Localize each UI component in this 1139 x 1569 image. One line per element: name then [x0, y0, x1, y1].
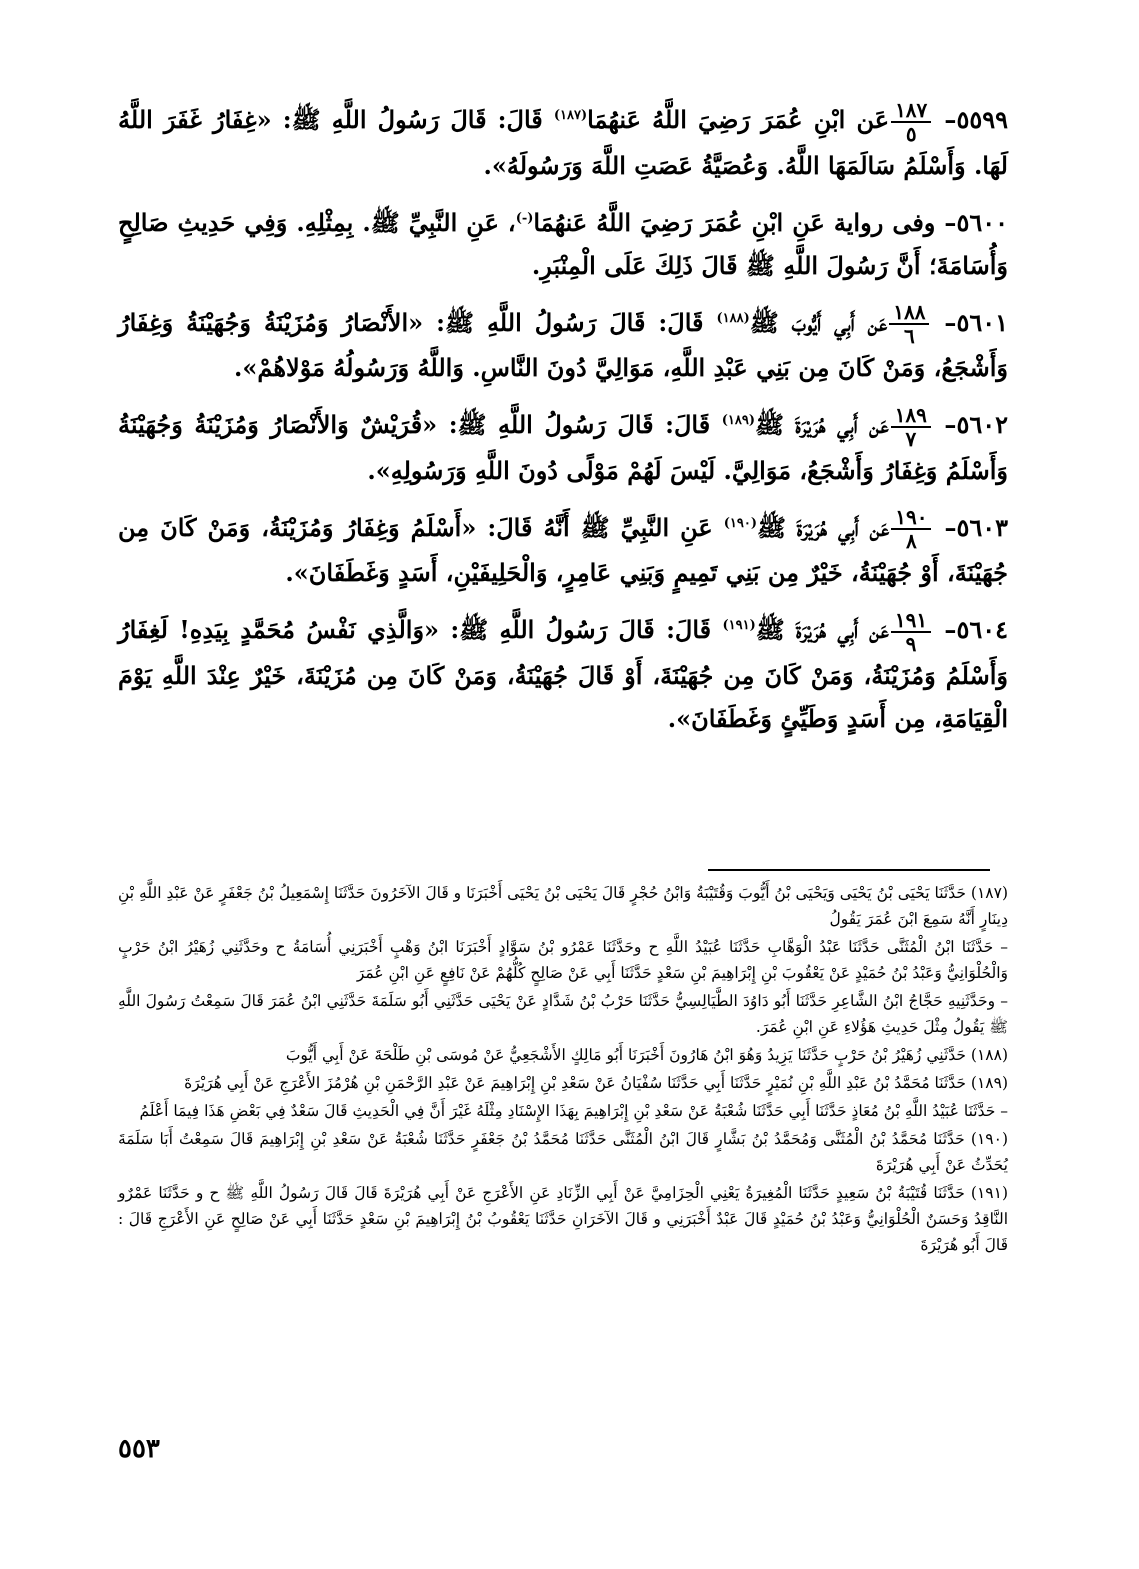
hadith-number: ٥٦٠٤: [956, 615, 1008, 644]
hadith-number: ٥٦٠١: [956, 307, 1008, 337]
footnote-188: (١٨٨) حَدَّثَنِي زُهَيْرُ بْنُ حَرْبٍ حَدَّثَنَا يَزِيدُ وَهُوَ ابْنُ هَارُونَ أَخْبَرَنَا أَبُو مَالِكٍ الأَشْجَعِيُّ عَنْ مُوسَى بْنِ طَلْحَةَ عَنْ أَبِي أَيُّوبَ: [285, 1046, 1008, 1064]
hadith-text: عَن أَبِي أَيُّوبَ ﷺ: [749, 307, 888, 337]
fraction-denominator: ٥: [905, 121, 917, 146]
hadith-number: ٥٦٠٢: [956, 410, 1008, 439]
hadith-text: قَالَ: قَالَ رَسُولُ اللَّهِ ﷺ: «قُرَيْشٌ وَالأَنْصَارُ وَمُزَيْنَةُ وَجُهَيْنَةُ وَأَسْلَمُ وَغِفَارُ وَأَشْجَعُ، مَوَالِيَّ. لَيْسَ لَهُمْ مَوْلًى دُونَ اللَّهِ وَرَسُولِهِ».: [118, 410, 1008, 485]
footnote-189-chain-2: – حَدَّثَنَا عُبَيْدُ اللَّهِ بْنُ مُعَاذٍ حَدَّثَنَا أَبِي حَدَّثَنَا شُعْبَةُ عَنْ سَعْدِ بْنِ إِبْرَاهِيمَ بِهَذَا الإِسْنَادِ مِثْلَهُ غَيْرَ أَنَّ فِي الْحَدِيثِ قَالَ سَعْدٌ فِي بَعْضِ هَذَا فِيمَا أَعْلَمُ: [139, 1102, 1008, 1120]
footnote-190: (١٩٠) حَدَّثَنَا مُحَمَّدُ بْنُ الْمُثَنَّى وَمُحَمَّدُ بْنُ بَشَّارٍ قَالَ ابْنُ الْمُثَنَّى حَدَّثَنَا مُحَمَّدُ بْنُ جَعْفَرٍ حَدَّثَنَا شُعْبَةُ عَنْ سَعْدِ بْنِ إِبْرَاهِيمَ قَالَ سَمِعْتُ أَبَا سَلَمَةَ يُحَدِّثُ عَنْ أَبِي هُرَيْرَةَ: [118, 1130, 1008, 1174]
footnotes-block: [118, 880, 1008, 1260]
hadith-text-block: [118, 98, 1008, 754]
footnote-divider: [708, 869, 990, 871]
footnote-ref: (-): [515, 210, 534, 226]
fraction-numerator: ١٨٨: [889, 302, 929, 325]
fraction-denominator: ٧: [905, 426, 917, 451]
hadith-5601: ٥٦٠١– $\frac{١٨٨}{٦}$ عَن أَبِي أَيُّوبَ ﷺ$^{(١٨٨)}$ قَالَ: قَالَ رَسُولُ اللَّهِ ﷺ: «الأَنْصَارُ وَمُزَيْنَةُ وَجُهَيْنَةُ وَغِفَارُ وَأَشْجَعُ، وَمَنْ كَانَ مِن بَنِي عَبْدِ اللَّهِ، مَوَالِيَّ دُونَ النَّاسِ. وَاللَّهُ وَرَسُولُهُ مَوْلاهُمْ».: [118, 300, 1008, 382]
footnote-191: (١٩١) حَدَّثَنَا قُتَيْبَةُ بْنُ سَعِيدٍ حَدَّثَنَا الْمُغِيرَةُ يَعْنِي الْحِزَامِيَّ عَنْ أَبِي الزِّنَادِ عَنِ الأَعْرَجِ عَنْ أَبِي هُرَيْرَةَ قَالَ قَالَ رَسُولُ اللَّهِ ﷺ ح و حَدَّثَنَا عَمْرٌو النَّاقِدُ وَحَسَنٌ الْحُلْوَانِيُّ وَعَبْدُ بْنُ حُمَيْدٍ قَالَ عَبْدٌ أَخْبَرَنِي و قَالَ الآخَرَانِ حَدَّثَنَا يَعْقُوبُ بْنُ إِبْرَاهِيمَ بْنِ سَعْدٍ حَدَّثَنَا أَبِي عَنْ صَالِحٍ عَنِ الأَعْرَجِ قَالَ : قَالَ أَبُو هُرَيْرَةَ: [118, 1184, 1008, 1254]
footnote-189: (١٨٩) حَدَّثَنَا مُحَمَّدُ بْنُ عَبْدِ اللَّهِ بْنِ نُمَيْرٍ حَدَّثَنَا أَبِي حَدَّثَنَا سُفْيَانُ عَنْ سَعْدِ بْنِ إِبْرَاهِيمَ عَنْ عَبْدِ الرَّحْمَنِ بْنِ هُرْمُزَ الأَعْرَجِ عَنْ أَبِي هُرَيْرَةَ: [184, 1074, 1008, 1092]
fraction-denominator: ٦: [903, 324, 915, 348]
footnote-187: (١٨٧) حَدَّثَنَا يَحْيَى بْنُ يَحْيَى وَيَحْيَى بْنُ أَيُّوبَ وَقُتَيْبَةُ وَابْنُ حُجْرٍ قَالَ يَحْيَى بْنُ يَحْيَى أَخْبَرَنَا و قَالَ الآخَرُونَ حَدَّثَنَا إِسْمَعِيلُ بْنُ جَعْفَرٍ عَنْ عَبْدِ اللَّهِ بْنِ دِينَارٍ أَنَّهُ سَمِعَ ابْنَ عُمَرَ يَقُولُ: [118, 884, 1008, 928]
fraction-denominator: ٨: [905, 529, 917, 553]
footnote-ref: (١٩٠): [723, 515, 758, 531]
fraction-denominator: ٩: [905, 631, 917, 656]
hadith-5603: ٥٦٠٣– $\frac{١٩٠}{٨}$ عَن أَبِي هُرَيْرَةَ ﷺ$^{(١٩٠)}$ عَنِ النَّبِيِّ ﷺ أَنَّهُ قَالَ: «أَسْلَمُ وَغِفَارُ وَمُزَيْنَةُ، وَمَنْ كَانَ مِن جُهَيْنَةَ، أَوْ جُهَيْنَةُ، خَيْرٌ مِن بَنِي تَمِيمٍ وَبَنِي عَامِرٍ، وَالْحَلِيفَيْنِ، أَسَدٍ وَغَطَفَانَ».: [118, 505, 1009, 587]
hadith-number: ٥٦٠٠: [956, 207, 1008, 237]
hadith-text: عَن ابْنِ عُمَرَ رَضِيَ اللَّهُ عَنهُمَا: [587, 105, 890, 134]
footnote-ref: (١٨٧): [553, 108, 588, 123]
chain-fraction: [891, 507, 931, 551]
chain-fraction: [891, 97, 931, 146]
footnote-187-chain-2: – حَدَّثَنَا ابْنُ الْمُثَنَّى حَدَّثَنَا عَبْدُ الْوَهَّابِ حَدَّثَنَا عُبَيْدُ اللَّهِ ح وحَدَّثَنَا عَمْرُو بْنُ سَوَّادٍ أَخْبَرَنَا ابْنُ وَهْبٍ أَخْبَرَنِي أُسَامَةُ ح وحَدَّثَنِي زُهَيْرُ ابْنُ حَرْبٍ وَالْحُلْوَانِيُّ وَعَبْدُ بْنُ حُمَيْدٍ عَنْ يَعْقُوبَ بْنِ إِبْرَاهِيمَ بْنِ سَعْدٍ حَدَّثَنَا أَبِي عَنْ صَالِحٍ كُلُّهُمْ عَنْ نَافِعٍ عَنِ ابْنِ عُمَرَ: [118, 938, 1008, 982]
fraction-numerator: ١٨٧: [891, 100, 931, 123]
hadith-text: قَالَ: قَالَ رَسُولُ اللَّهِ ﷺ: «وَالَّذِي نَفْسُ مُحَمَّدٍ بِيَدِهِ! لَغِفَارُ وَأَسْلَمُ وَمُزَيْنَةُ، وَمَنْ كَانَ مِن جُهَيْنَةَ، أَوْ قَالَ جُهَيْنَةُ، وَمَنْ كَانَ مِن مُزَيْنَةَ، خَيْرٌ عِنْدَ اللَّهِ يَوْمَ الْقِيَامَةِ، مِن أَسَدٍ وَطَيِّئٍ وَغَطَفَانَ».: [118, 615, 1008, 733]
hadith-number: ٥٥٩٩: [956, 105, 1008, 134]
hadith-5599: ٥٥٩٩– $\frac{١٨٧}{٥}$ عَن ابْنِ عُمَرَ رَضِيَ اللَّهُ عَنهُمَا$^{(١٨٧)}$ قَالَ: قَالَ رَسُولُ اللَّهِ ﷺ: «غِفَارُ غَفَرَ اللَّهُ لَهَا. وَأَسْلَمُ سَالَمَهَا اللَّهُ. وَعُصَيَّةُ عَصَتِ اللَّهَ وَرَسُولَهُ».: [118, 97, 1008, 180]
footnote-ref: (١٨٩): [721, 413, 755, 428]
hadith-text: قَالَ: قَالَ رَسُولُ اللَّهِ ﷺ: «الأَنْصَارُ وَمُزَيْنَةُ وَجُهَيْنَةُ وَغِفَارُ وَأَشْجَعُ، وَمَنْ كَانَ مِن بَنِي عَبْدِ اللَّهِ، مَوَالِيَّ دُونَ النَّاسِ. وَاللَّهُ وَرَسُولُهُ مَوْلاهُمْ».: [118, 307, 1008, 382]
hadith-text: قَالَ: قَالَ رَسُولُ اللَّهِ ﷺ: «غِفَارُ غَفَرَ اللَّهُ لَهَا. وَأَسْلَمُ سَالَمَهَا اللَّهُ. وَعُصَيَّةُ عَصَتِ اللَّهَ وَرَسُولَهُ».: [118, 105, 1008, 180]
hadith-text: عَن أَبِي هُرَيْرَةَ ﷺ: [757, 512, 890, 542]
footnote-ref: (١٩١): [722, 618, 756, 633]
fraction-numerator: ١٩٠: [891, 507, 931, 530]
hadith-text: ، عَنِ النَّبِيِّ ﷺ. بِمِثْلِهِ. وَفِي حَدِيثِ صَالِحٍ وَأُسَامَةَ؛ أَنَّ رَسُولَ اللَّهِ ﷺ قَالَ ذَلِكَ عَلَى الْمِنْبَرِ.: [118, 207, 1008, 280]
hadith-5604: ٥٦٠٤– $\frac{١٩١}{٩}$ عَن أَبِي هُرَيْرَةَ ﷺ$^{(١٩١)}$ قَالَ: قَالَ رَسُولُ اللَّهِ ﷺ: «وَالَّذِي نَفْسُ مُحَمَّدٍ بِيَدِهِ! لَغِفَارُ وَأَسْلَمُ وَمُزَيْنَةُ، وَمَنْ كَانَ مِن جُهَيْنَةَ، أَوْ قَالَ جُهَيْنَةُ، وَمَنْ كَانَ مِن مُزَيْنَةَ، خَيْرٌ عِنْدَ اللَّهِ يَوْمَ الْقِيَامَةِ، مِن أَسَدٍ وَطَيِّئٍ وَغَطَفَانَ».: [118, 607, 1008, 733]
hadith-number: ٥٦٠٣: [956, 512, 1009, 542]
chain-fraction: [891, 607, 931, 656]
fraction-numerator: ١٩١: [891, 610, 931, 633]
chain-fraction: [891, 402, 931, 451]
hadith-text: عَنِ النَّبِيِّ ﷺ أَنَّهُ قَالَ: «أَسْلَمُ وَغِفَارُ وَمُزَيْنَةُ، وَمَنْ كَانَ مِن جُهَيْنَةَ، أَوْ جُهَيْنَةُ، خَيْرٌ مِن بَنِي تَمِيمٍ وَبَنِي عَامِرٍ، وَالْحَلِيفَيْنِ، أَسَدٍ وَغَطَفَانَ».: [118, 512, 1008, 587]
hadith-text: عَن أَبِي هُرَيْرَةَ ﷺ: [755, 410, 889, 439]
fraction-numerator: ١٨٩: [891, 405, 931, 428]
chain-fraction: [889, 302, 929, 346]
hadith-5600: ٥٦٠٠– وفى رواية عَنِ ابْنِ عُمَرَ رَضِيَ اللَّهُ عَنهُمَا(-)، عَنِ النَّبِيِّ ﷺ. بِمِثْلِهِ. وَفِي حَدِيثِ صَالِحٍ وَأُسَامَةَ؛ أَنَّ رَسُولَ اللَّهِ ﷺ قَالَ ذَلِكَ عَلَى الْمِنْبَرِ.: [118, 207, 1008, 280]
footnote-ref: (١٨٨): [716, 310, 750, 326]
footnote-187-chain-3: – وحَدَّثَنِيهِ حَجَّاجُ ابْنُ الشَّاعِرِ حَدَّثَنَا أَبُو دَاوُدَ الطَّيَالِسِيُّ حَدَّثَنَا حَرْبُ بْنُ شَدَّادٍ عَنْ يَحْيَى حَدَّثَنِي أَبُو سَلَمَةَ حَدَّثَنِي ابْنُ عُمَرَ قَالَ سَمِعْتُ رَسُولَ اللَّهِ ﷺ يَقُولُ مِثْلَ حَدِيثِ هَؤُلاءِ عَنِ ابْنِ عُمَرَ.: [118, 992, 1008, 1036]
page-number: ٥٥٣: [118, 1434, 160, 1464]
hadith-5602: ٥٦٠٢– $\frac{١٨٩}{٧}$ عَن أَبِي هُرَيْرَةَ ﷺ$^{(١٨٩)}$ قَالَ: قَالَ رَسُولُ اللَّهِ ﷺ: «قُرَيْشٌ وَالأَنْصَارُ وَمُزَيْنَةُ وَجُهَيْنَةُ وَأَسْلَمُ وَغِفَارُ وَأَشْجَعُ، مَوَالِيَّ. لَيْسَ لَهُمْ مَوْلًى دُونَ اللَّهِ وَرَسُولِهِ».: [118, 402, 1008, 485]
hadith-text: وفى رواية عَنِ ابْنِ عُمَرَ رَضِيَ اللَّهُ عَنهُمَا: [533, 207, 936, 237]
hadith-text: عَن أَبِي هُرَيْرَةَ ﷺ: [755, 615, 889, 644]
